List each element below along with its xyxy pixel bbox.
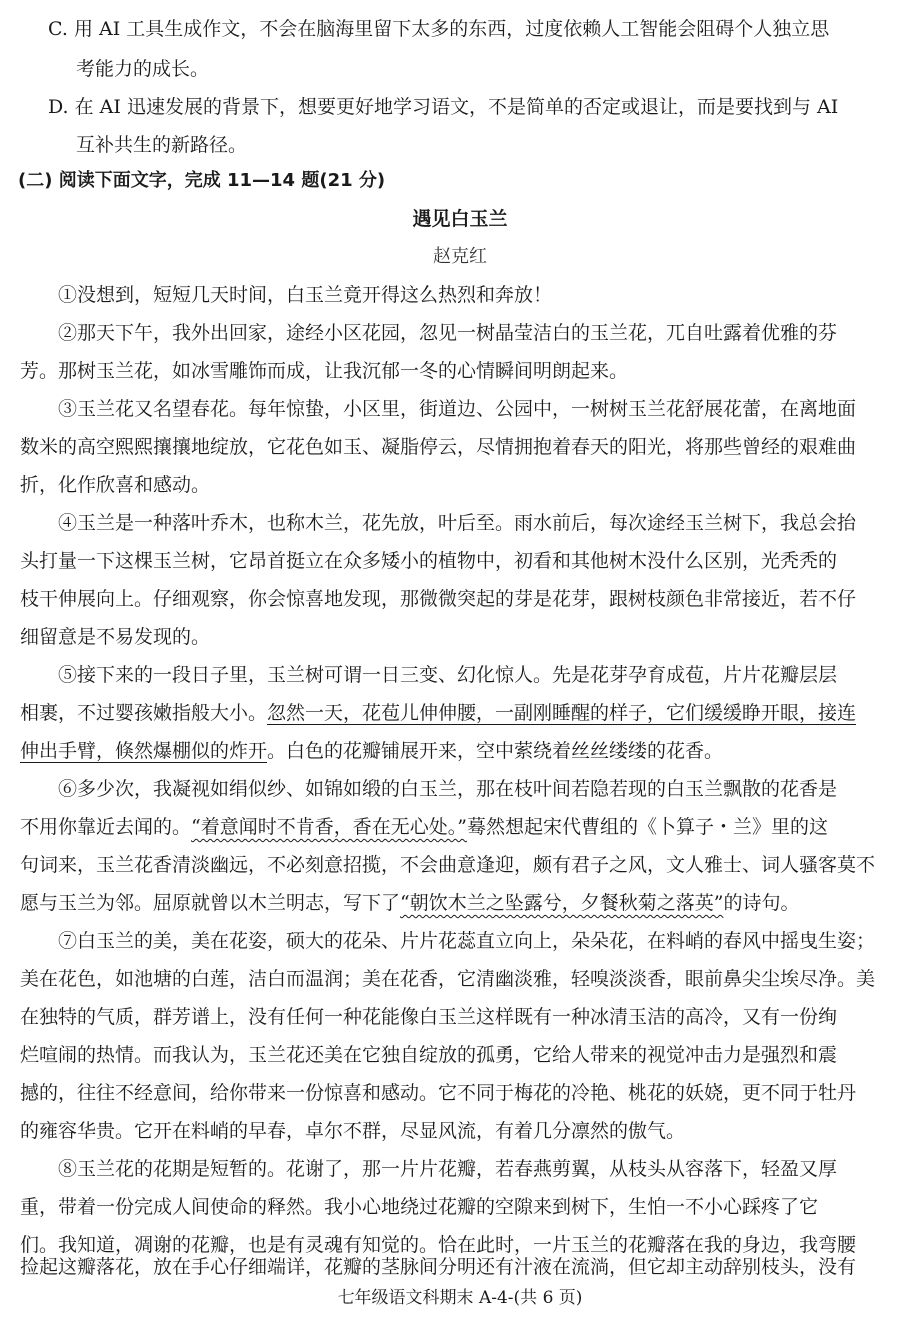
paragraph-4-line-1: ④玉兰是一种落叶乔木，也称木兰，花先放，叶后至。雨水前后，每次途经玉兰树下，我总会抬: [58, 512, 857, 534]
paragraph-1-line-1: ①没想到，短短几天时间，白玉兰竟开得这么热烈和奔放！: [58, 284, 553, 306]
paragraph-6-line-2-plain-b: 蓦然想起宋代曹组的《卜算子・兰》里的这: [466, 816, 828, 838]
paragraph-6-line-4: [20, 884, 900, 922]
article-title: 遇见白玉兰: [412, 208, 508, 230]
wavy-quote-qu-yuan: “朝饮木兰之坠露兮，夕餐秋菊之落英”: [400, 892, 724, 914]
option-d-line-1: D. 在 AI 迅速发展的背景下，想要更好地学习语文，不是简单的否定或退让，而是要找到与 AI: [48, 96, 839, 118]
paragraph-4-line-4: 细留意是不易发现的。: [20, 626, 211, 648]
paragraph-7-line-2: 美在花色，如池塘的白莲，洁白而温润；美在花香，它清幽淡雅，轻嗅淡淡香，眼前鼻尖尘埃尽净。美: [20, 968, 876, 990]
paragraph-6-line-4-plain-a: 愿与玉兰为邻。屈原就曾以木兰明志，写下了: [20, 892, 401, 914]
paragraph-3-line-1: ③玉兰花又名望春花。每年惊蛰，小区里，街道边、公园中，一树树玉兰花舒展花蕾，在离地面: [58, 398, 857, 420]
paragraph-8-line-1: ⑧玉兰花的花期是短暂的。花谢了，那一片片花瓣，若春燕剪翼，从枝头从容落下，轻盈又厚: [58, 1158, 838, 1180]
section-heading: (二) 阅读下面文字，完成 11—14 题(21 分): [18, 170, 386, 191]
paragraph-2-line-2: 芳。那树玉兰花，如冰雪雕饰而成，让我沉郁一冬的心情瞬间明朗起来。: [20, 360, 629, 382]
paragraph-2-line-1: ②那天下午，我外出回家，途经小区花园，忽见一树晶莹洁白的玉兰花，兀自吐露着优雅的芬: [58, 322, 838, 344]
paragraph-8-line-2: 重，带着一份完成人间使命的释然。我小心地绕过花瓣的空隙来到树下，生怕一不小心踩疼了它: [20, 1196, 819, 1218]
paragraph-5-line-1: ⑤接下来的一段日子里，玉兰树可谓一日三变、幻化惊人。先是花芽孕育成苞，片片花瓣层层: [58, 664, 838, 686]
paragraph-5-line-3: [20, 732, 900, 770]
paragraph-3-line-3: 折，化作欣喜和感动。: [20, 474, 211, 496]
underlined-sentence-end: 伸出手臂，倏然爆棚似的炸开: [20, 740, 268, 762]
paragraph-6-line-2: [20, 808, 900, 846]
paragraph-4-line-3: 枝干伸展向上。仔细观察，你会惊喜地发现，那微微突起的芽是花芽，跟树枝颜色非常接近，若不仔: [20, 588, 857, 610]
paragraph-3-line-2: 数米的高空熙熙攘攘地绽放，它花色如玉、凝脂停云，尽情拥抱着春天的阳光，将那些曾经的艰难曲: [20, 436, 857, 458]
underlined-sentence-start: 忽然一天，花苞儿伸伸腰，一副刚睡醒的样子，它们缓缓睁开眼，接连: [267, 702, 857, 724]
paragraph-5-line-2-plain: 相裹，不过婴孩嫩指般大小。: [20, 702, 268, 724]
option-c-line-2: 考能力的成长。: [76, 58, 210, 80]
paragraph-7-line-3: 在独特的气质，群芳谱上，没有任何一种花能像白玉兰这样既有一种冰清玉洁的高冷，又有一份绚: [20, 1006, 838, 1028]
paragraph-7-line-5: 撼的，往往不经意间，给你带来一份惊喜和感动。它不同于梅花的冷艳、桃花的妖娆，更不同于牡丹: [20, 1082, 857, 1104]
paragraph-6-line-4-plain-b: 的诗句。: [723, 892, 800, 914]
paragraph-5-line-3-plain: 。白色的花瓣铺展开来，空中萦绕着丝丝缕缕的花香。: [267, 740, 724, 762]
paragraph-8-line-4: 捡起这瓣落花，放在手心仔细端详，花瓣的茎脉间分明还有汁液在流淌，但它却主动辞别枝头，没有: [20, 1256, 857, 1278]
option-d-line-2: 互补共生的新路径。: [76, 134, 248, 156]
paragraph-5-line-2: [20, 694, 900, 732]
page-footer: 七年级语文科期末 A-4-(共 6 页): [337, 1288, 583, 1308]
wavy-quote-poem: “着意闻时不肯香，香在无心处。”: [191, 816, 467, 838]
option-c-line-1: C. 用 AI 工具生成作文，不会在脑海里留下太多的东西，过度依赖人工智能会阻碍个人独立思: [48, 18, 830, 40]
article-author: 赵克红: [433, 246, 487, 267]
paragraph-7-line-1: ⑦白玉兰的美，美在花姿，硕大的花朵、片片花蕊直立向上，朵朵花，在料峭的春风中摇曳生姿；: [58, 930, 876, 952]
paragraph-4-line-2: 头打量一下这棵玉兰树，它昂首挺立在众多矮小的植物中，初看和其他树木没什么区别，光秃秃的: [20, 550, 838, 572]
paragraph-6-line-1: ⑥多少次，我凝视如绢似纱、如锦如缎的白玉兰，那在枝叶间若隐若现的白玉兰飘散的花香是: [58, 778, 838, 800]
paragraph-7-line-4: 烂喧闹的热情。而我认为，玉兰花还美在它独自绽放的孤勇，它给人带来的视觉冲击力是强烈和震: [20, 1044, 838, 1066]
paragraph-6-line-3: 句词来，玉兰花香清淡幽远，不必刻意招揽，不会曲意逢迎，颇有君子之风，文人雅士、词人骚客莫不: [20, 854, 876, 876]
paragraph-8-line-3: 们。我知道，凋谢的花瓣，也是有灵魂有知觉的。恰在此时，一片玉兰的花瓣落在我的身边，我弯腰: [20, 1234, 857, 1256]
paragraph-6-line-2-plain-a: 不用你靠近去闻的。: [20, 816, 192, 838]
paragraph-7-line-6: 的雍容华贵。它开在料峭的早春，卓尔不群，尽显风流，有着几分凛然的傲气。: [20, 1120, 686, 1142]
